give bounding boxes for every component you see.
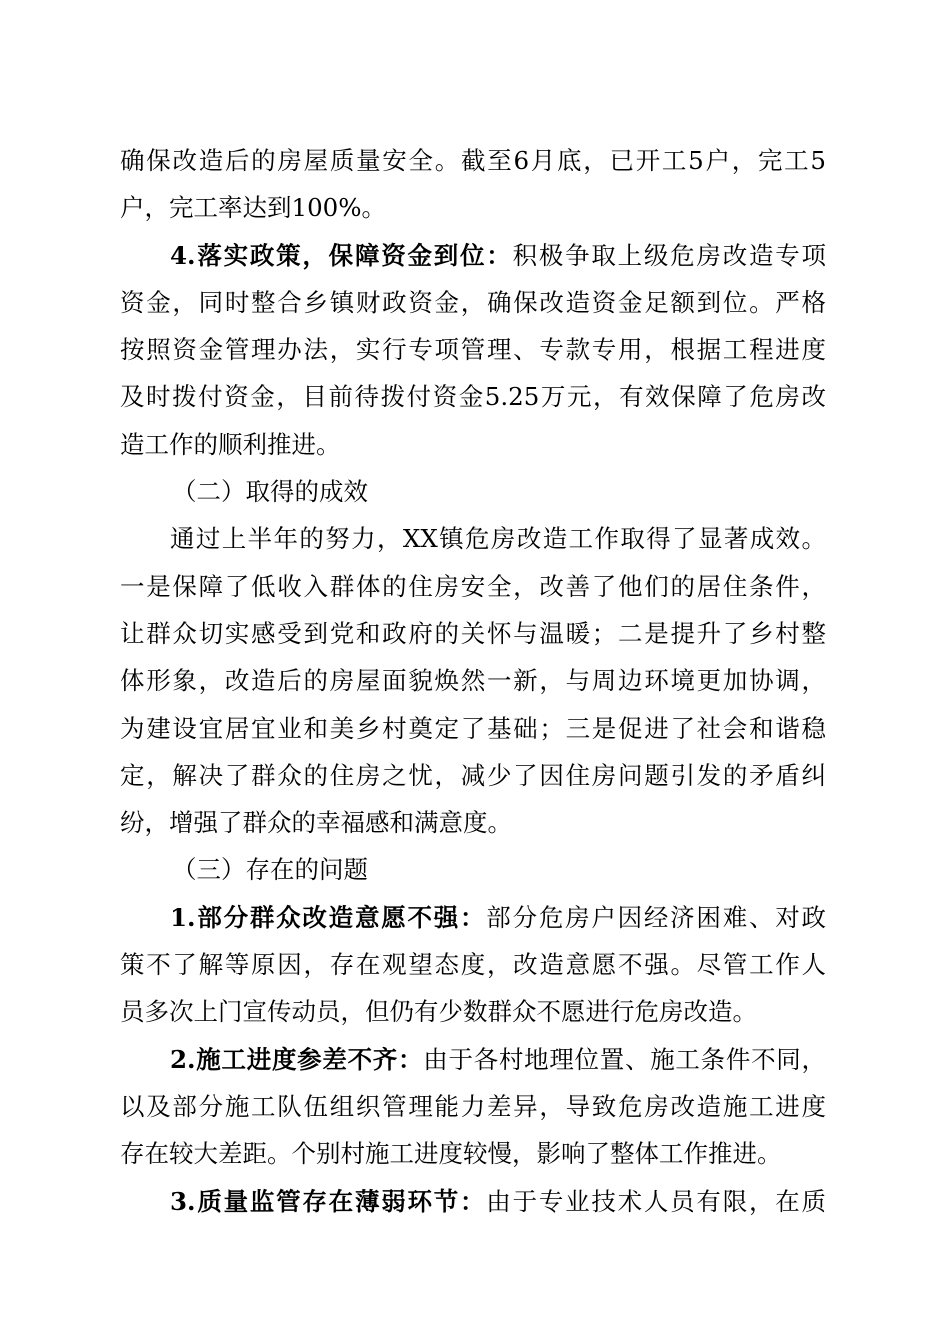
item-text: 部分危房户因经济困难、对政 — [486, 902, 827, 932]
paragraph-line: 存在较大差距。个别村施工进度较慢，影响了整体工作推进。 — [120, 1139, 782, 1169]
paragraph-line: 定，解决了群众的住房之忧，减少了因住房问题引发的矛盾纠 — [120, 760, 826, 790]
paragraph-line: 一是保障了低收入群体的住房安全，改善了他们的居住条件， — [120, 571, 826, 601]
paragraph-line: 让群众切实感受到党和政府的关怀与温暖；二是提升了乡村整 — [120, 618, 826, 648]
section-heading: （三）存在的问题 — [172, 855, 368, 885]
paragraph-line: 员多次上门宣传动员，但仍有少数群众不愿进行危房改造。 — [120, 997, 757, 1027]
paragraph-line: 及时拨付资金，目前待拨付资金5.25万元，有效保障了危房改 — [120, 382, 826, 412]
paragraph-line: 通过上半年的努力，XX镇危房改造工作取得了显著成效。 — [170, 524, 826, 554]
section-heading: （二）取得的成效 — [172, 477, 368, 507]
item-text: 由于各村地理位置、施工条件不同， — [423, 1044, 827, 1074]
item-title: 2.施工进度参差不齐： — [170, 1044, 424, 1074]
paragraph-line: 资金，同时整合乡镇财政资金，确保改造资金足额到位。严格 — [120, 287, 826, 317]
list-item-heading-line — [120, 894, 826, 941]
list-item-heading-line — [120, 232, 826, 279]
item-text: 由于专业技术人员有限，在质 — [486, 1186, 827, 1216]
list-item-heading-line — [120, 1178, 826, 1225]
paragraph-line: 以及部分施工队伍组织管理能力差异，导致危房改造施工进度 — [120, 1091, 826, 1121]
paragraph-line: 体形象，改造后的房屋面貌焕然一新，与周边环境更加协调， — [120, 666, 826, 696]
list-item-heading-line — [120, 1036, 826, 1083]
item-title: 3.质量监管存在薄弱环节： — [170, 1186, 487, 1216]
paragraph-line: 按照资金管理办法，实行专项管理、专款专用，根据工程进度 — [120, 335, 826, 365]
paragraph-line: 造工作的顺利推进。 — [120, 429, 341, 459]
paragraph-line: 确保改造后的房屋质量安全。截至6月底，已开工5户，完工5 — [120, 146, 826, 175]
paragraph-line: 纷，增强了群众的幸福感和满意度。 — [120, 808, 512, 838]
paragraph-line: 户，完工率达到100%。 — [120, 193, 387, 223]
item-title: 4.落实政策，保障资金到位： — [170, 240, 513, 270]
document-page — [120, 137, 826, 1225]
paragraph-line: 策不了解等原因，存在观望态度，改造意愿不强。尽管工作人 — [120, 950, 826, 980]
paragraph-line: 为建设宜居宜业和美乡村奠定了基础；三是促进了社会和谐稳 — [120, 713, 826, 743]
item-text: 积极争取上级危房改造专项 — [512, 240, 827, 270]
item-title: 1.部分群众改造意愿不强： — [170, 902, 487, 932]
